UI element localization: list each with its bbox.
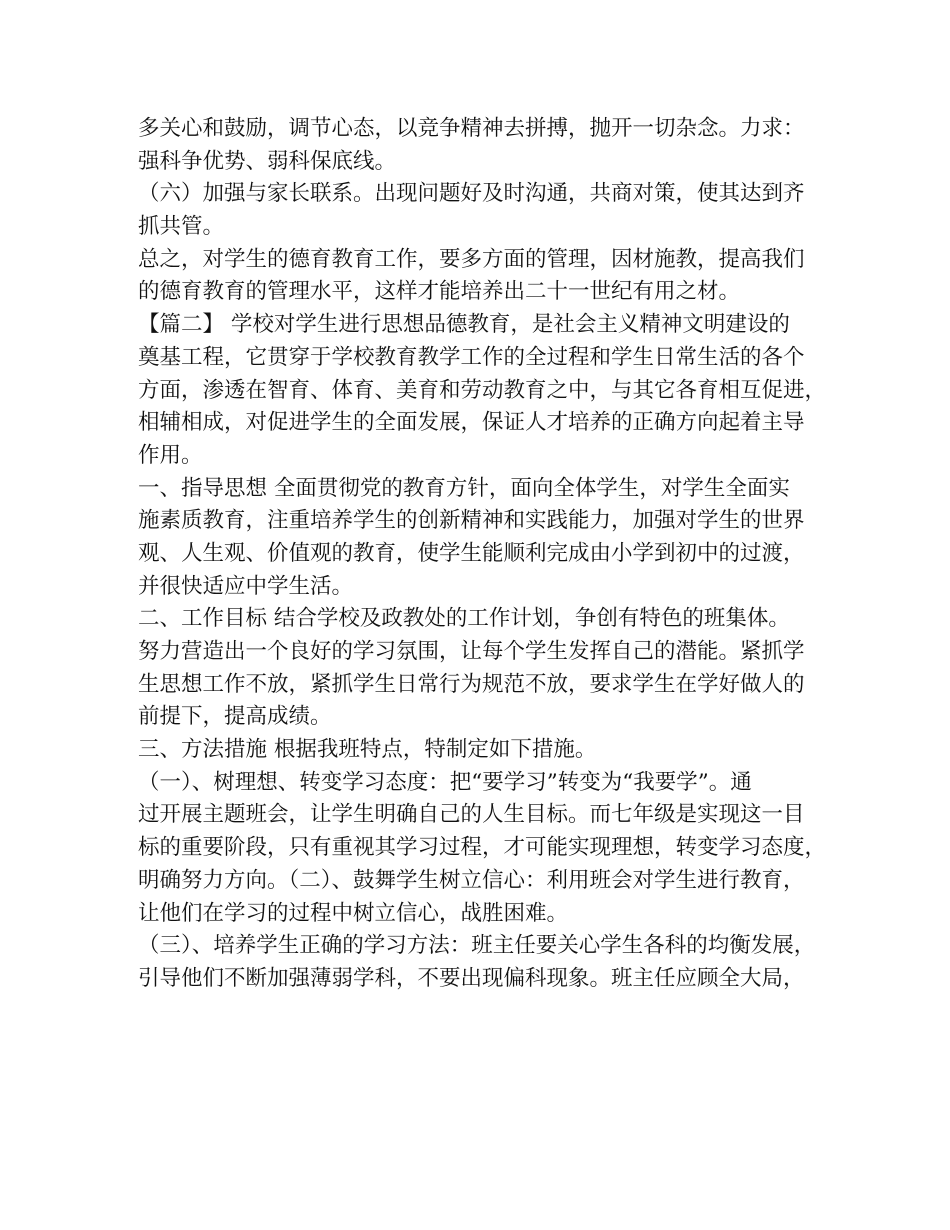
text-line: 明确努力方向。（二）、鼓舞学生树立信心：利用班会对学生进行教育，: [138, 867, 805, 893]
text-line: 三、方法措施 根据我班特点，特制定如下措施。: [138, 737, 597, 763]
text-line: 观、人生观、价值观的教育，使学生能顺利完成由小学到初中的过渡，: [138, 540, 805, 566]
text-line: 抓共管。: [138, 214, 225, 240]
text-line: 的德育教育的管理水平，这样才能培养出二十一世纪有用之材。: [138, 279, 741, 305]
text-line: 施素质教育，注重培养学生的创新精神和实践能力，加强对学生的世界: [138, 508, 805, 534]
text-line: 并很快适应中学生活。: [138, 573, 354, 599]
text-line: 前提下，提高成绩。: [138, 704, 332, 730]
text-line: 一、指导思想 全面贯彻党的教育方针，面向全体学生，对学生全面实: [138, 475, 790, 501]
text-line: 努力营造出一个良好的学习氛围，让每个学生发挥自己的潜能。紧抓学: [138, 639, 805, 664]
text-line: 强科争优势、弱科保底线。: [138, 148, 397, 174]
text-line: 多关心和鼓励，调节心态，以竞争精神去拼搏，抛开一切杂念。力求：: [138, 116, 805, 141]
text-line: 标的重要阶段，只有重视其学习过程，才可能实现理想，转变学习态度，: [138, 835, 827, 861]
text-line: 奠基工程，它贯穿于学校教育教学工作的全过程和学生日常生活的各个: [138, 344, 805, 370]
text-line: 引导他们不断加强薄弱学科，不要出现偏科现象。班主任应顾全大局，: [138, 965, 805, 991]
text-line: 过开展主题班会，让学生明确自己的人生目标。而七年级是实现这一目: [138, 802, 805, 828]
text-line: 方面，渗透在智育、体育、美育和劳动教育之中，与其它各育相互促进，: [138, 377, 827, 403]
document-body: [138, 113, 827, 996]
text-line: 二、工作目标 结合学校及政教处的工作计划，争创有特色的班集体。: [138, 606, 790, 632]
text-line: 相辅相成，对促进学生的全面发展，保证人才培养的正确方向起着主导: [138, 410, 805, 436]
text-line: （六）加强与家长联系。出现问题好及时沟通，共商对策，使其达到齐: [138, 181, 805, 207]
text-line: （三）、培养学生正确的学习方法：班主任要关心学生各科的均衡发展，: [138, 933, 816, 959]
text-line: 作用。: [138, 442, 203, 468]
text-line: 总之，对学生的德育教育工作，要多方面的管理，因材施教，提高我们: [138, 246, 805, 272]
text-line: 生思想工作不放，紧抓学生日常行为规范不放，要求学生在学好做人的: [138, 671, 805, 697]
text-line: 【篇二】 学校对学生进行思想品德教育，是社会主义精神文明建设的: [138, 312, 790, 338]
text-line: 让他们在学习的过程中树立信心，战胜困难。: [138, 900, 569, 926]
text-line: （一）、树理想、转变学习态度：把“要学习”转变为“我要学”。通: [138, 769, 752, 795]
